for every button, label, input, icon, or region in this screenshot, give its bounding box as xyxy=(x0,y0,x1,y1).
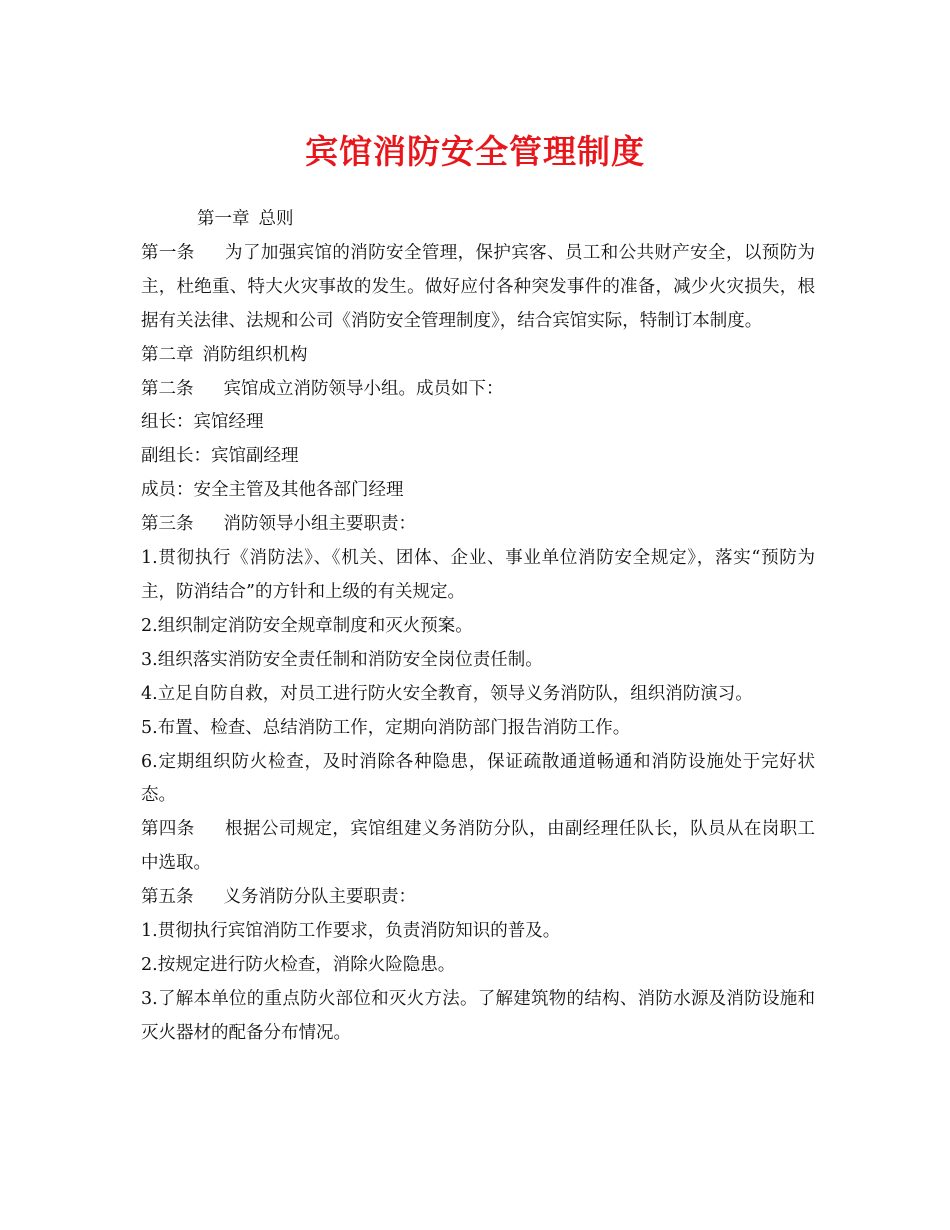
article-label: 第一条 xyxy=(141,242,195,263)
paragraph-text: 消防领导小组主要职责： xyxy=(223,514,416,535)
paragraph xyxy=(141,746,815,814)
paragraph xyxy=(141,983,815,1051)
article-label: 第一章 xyxy=(197,209,250,229)
paragraph xyxy=(141,237,815,339)
paragraph xyxy=(141,339,815,373)
paragraph xyxy=(141,203,815,237)
paragraph-text: 副组长：宾馆副经理 xyxy=(141,446,299,467)
document-title: 宾馆消防安全管理制度 xyxy=(305,132,645,171)
paragraph xyxy=(141,610,815,644)
paragraph xyxy=(141,474,815,508)
paragraph xyxy=(141,678,815,712)
paragraph xyxy=(141,542,815,610)
article-label: 第二条 xyxy=(141,378,194,399)
paragraph xyxy=(141,949,815,983)
article-label: 第五条 xyxy=(141,887,194,908)
paragraph-text: 消防组织机构 xyxy=(202,344,308,365)
paragraph xyxy=(141,440,815,474)
paragraph-text: 组长：宾馆经理 xyxy=(141,412,264,433)
paragraph xyxy=(141,508,815,542)
article-label: 第二章 xyxy=(141,344,194,365)
paragraph-text: 6.定期组织防火检查，及时消除各种隐患，保证疏散通道畅通和消防设施处于完好状态。 xyxy=(141,751,815,806)
paragraph-text: 根据公司规定，宾馆组建义务消防分队，由副经理任队长，队员从在岗职工中选取。 xyxy=(141,819,816,874)
paragraph xyxy=(141,373,815,407)
paragraph-text: 义务消防分队主要职责： xyxy=(223,887,416,908)
paragraph-text: 3.组织落实消防安全责任制和消防安全岗位责任制。 xyxy=(141,649,543,670)
paragraph-text: 5.布置、检查、总结消防工作，定期向消防部门报告消防工作。 xyxy=(141,717,631,738)
paragraph xyxy=(141,915,815,949)
paragraph-text: 2.组织制定消防安全规章制度和灭火预案。 xyxy=(141,615,473,636)
document-body xyxy=(141,203,815,1051)
paragraph xyxy=(141,881,815,915)
paragraph xyxy=(141,406,815,440)
paragraph-text: 4.立足自防自救，对员工进行防火安全教育，领导义务消防队，组织消防演习。 xyxy=(141,683,753,704)
paragraph-text: 为了加强宾馆的消防安全管理，保护宾客、员工和公共财产安全，以预防为主，杜绝重、特大火灾事故的发生。做好应付各种突发事件的准备，减少火灾损失，根据有关法律、法规和公司《消防安全管理制度》，结合宾馆实际，特制订本制度。 xyxy=(141,242,816,331)
paragraph-text: 总则 xyxy=(258,209,294,229)
paragraph-text: 1.贯彻执行宾馆消防工作要求，负责消防知识的普及。 xyxy=(141,921,561,942)
paragraph xyxy=(141,813,815,881)
article-label: 第三条 xyxy=(141,514,194,535)
paragraph-text: 1.贯彻执行《消防法》、《机关、团体、企业、事业单位消防安全规定》，落实“预防为主，防消结合”的方针和上级的有关规定。 xyxy=(141,548,815,602)
paragraph-text: 2.按规定进行防火检查，消除火险隐患。 xyxy=(141,954,456,975)
paragraph-text: 成员：安全主管及其他各部门经理 xyxy=(141,480,404,501)
paragraph-text: 宾馆成立消防领导小组。成员如下： xyxy=(223,378,504,399)
paragraph-text: 3.了解本单位的重点防火部位和灭火方法。了解建筑物的结构、消防水源及消防设施和灭火器材的配备分布情况。 xyxy=(141,988,815,1043)
paragraph xyxy=(141,712,815,746)
article-label: 第四条 xyxy=(141,819,195,840)
paragraph xyxy=(141,644,815,678)
